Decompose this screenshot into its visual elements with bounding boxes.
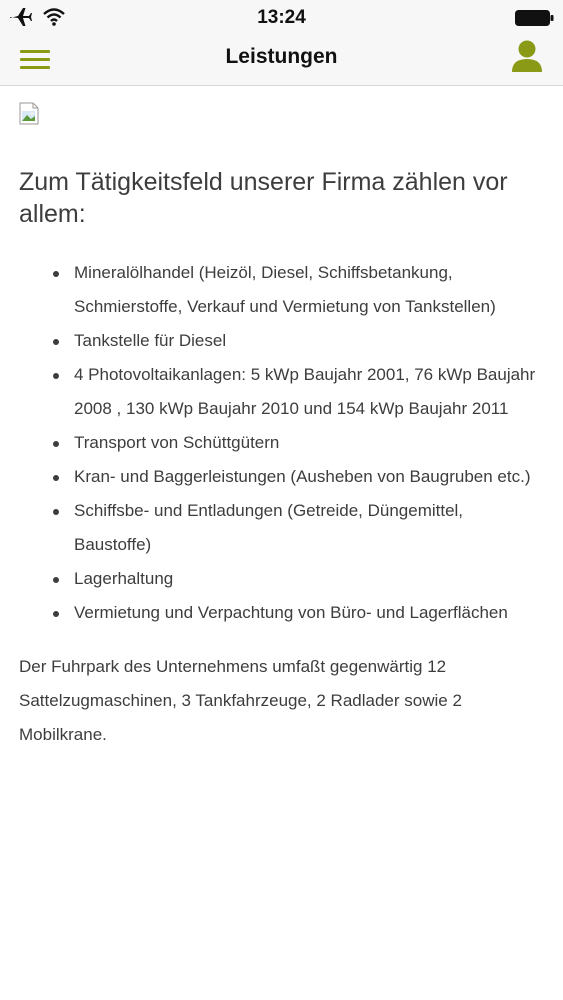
status-time: 13:24 bbox=[257, 7, 306, 28]
battery-icon bbox=[515, 10, 553, 26]
section-heading: Zum Tätigkeitsfeld unserer Firma zählen vor allem: bbox=[19, 168, 508, 228]
page-title: Leistungen bbox=[225, 45, 338, 68]
broken-image-icon bbox=[19, 102, 41, 126]
list-item: Tankstelle für Diesel bbox=[74, 324, 539, 358]
list-item: Kran- und Baggerleistungen (Ausheben von Baugruben etc.) bbox=[74, 460, 539, 494]
list-item: Lagerhaltung bbox=[74, 562, 539, 596]
list-item: Transport von Schüttgütern bbox=[74, 426, 539, 460]
list-item: Mineralölhandel (Heizöl, Diesel, Schiffsbetankung, Schmierstoffe, Verkauf und Vermietung von Tankstellen) bbox=[74, 256, 539, 324]
list-item: 4 Photovoltaikanlagen: 5 kWp Baujahr 2001, 76 kWp Baujahr 2008 , 130 kWp Baujahr 2010 und 154 kWp Baujahr 2011 bbox=[74, 358, 539, 426]
services-list bbox=[19, 256, 539, 630]
status-bar bbox=[0, 0, 563, 36]
content-area bbox=[19, 102, 539, 752]
list-item: Vermietung und Verpachtung von Büro- und Lagerflächen bbox=[74, 596, 539, 630]
navigation-bar bbox=[0, 36, 563, 86]
user-icon[interactable] bbox=[511, 39, 543, 75]
list-item: Schiffsbe- und Entladungen (Getreide, Düngemittel, Baustoffe) bbox=[74, 494, 539, 562]
fleet-paragraph: Der Fuhrpark des Unternehmens umfaßt gegenwärtig 12 Sattelzugmaschinen, 3 Tankfahrzeuge, 2 Radlader sowie 2 Mobilkrane. bbox=[19, 657, 462, 744]
